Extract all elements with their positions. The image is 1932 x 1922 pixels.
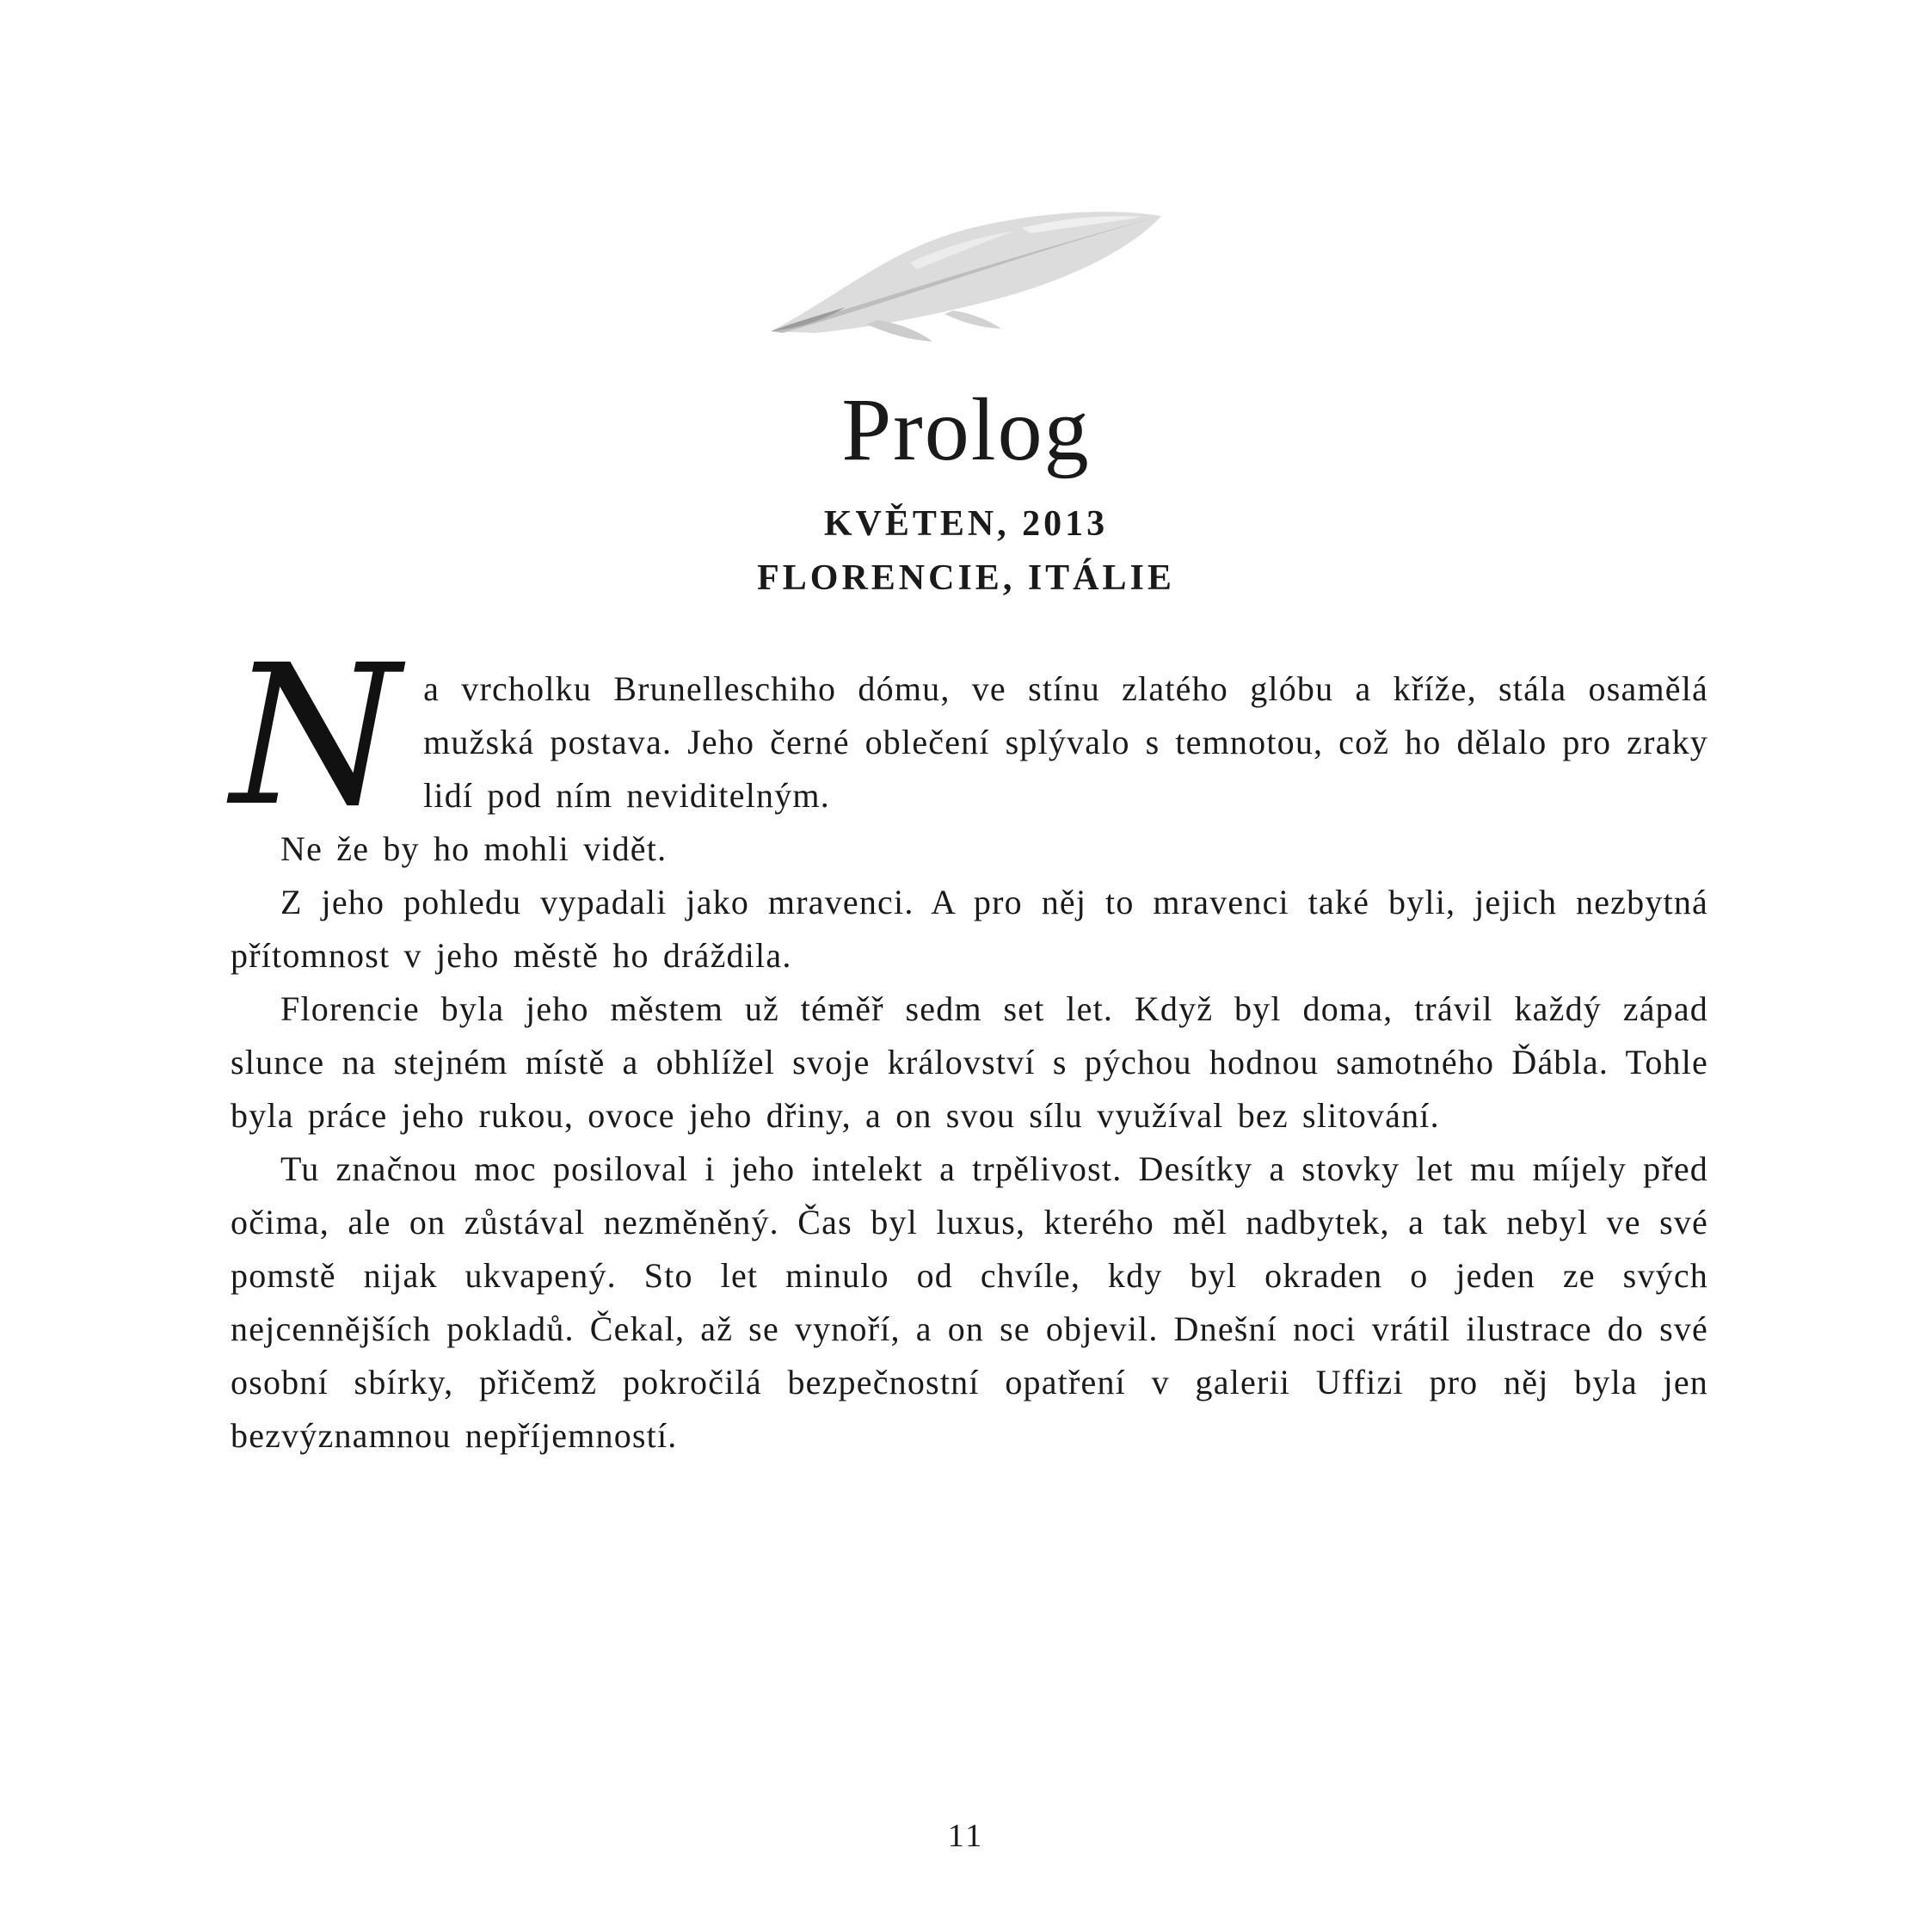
place-line: FLORENCIE, ITÁLIE [757, 558, 1175, 598]
feather-icon [764, 194, 1168, 348]
page-number: 11 [947, 1818, 985, 1854]
paragraph: Florencie byla jeho městem už téměř sedm set let. Když byl doma, trávil každý západ slunce na stejném místě a obhlížel svoje království s pýchou hodnou samotného Ďábla. Tohle byla práce jeho rukou, ovoce jeho dřiny, a on svou sílu využíval bez slitování. [231, 989, 1708, 1135]
paragraph: Ne že by ho mohli vidět. [280, 829, 668, 868]
body-text [231, 624, 1708, 1463]
paragraph: Z jeho pohledu vypadali jako mravenci. A pro něj to mravenci také byli, jejich nezbytná přítomnost v jeho městě ho dráždila. [231, 883, 1708, 975]
paragraph-text: a vrcholku Brunelleschiho dómu, ve stínu zlatého glóbu a kříže, stála osamělá mužská postava. Jeho černé oblečení splývalo s temnotou, což ho dělalo pro zraky lidí pod ním neviditelným. [423, 669, 1708, 815]
date-line: KVĚTEN, 2013 [823, 504, 1109, 544]
chapter-title: Prolog [841, 380, 1091, 479]
drop-cap: N [231, 624, 402, 849]
paragraph: Tu značnou moc posiloval i jeho intelekt a trpělivost. Desítky a stovky let mu míjely před očima, ale on zůstával nezměněný. Čas byl luxus, kterého měl nadbytek, a tak nebyl ve své pomstě nijak ukvapený. Sto let minulo od chvíle, kdy byl okraden o jeden ze svých nejcennějších pokladů. Čekal, až se vynoří, a on se objevil. Dnešní noci vrátil ilustrace do své osobní sbírky, přičemž pokročilá bezpečnostní opatření v galerii Uffizi pro něj byla jen bezvýznamnou nepříjemností. [231, 1149, 1708, 1455]
